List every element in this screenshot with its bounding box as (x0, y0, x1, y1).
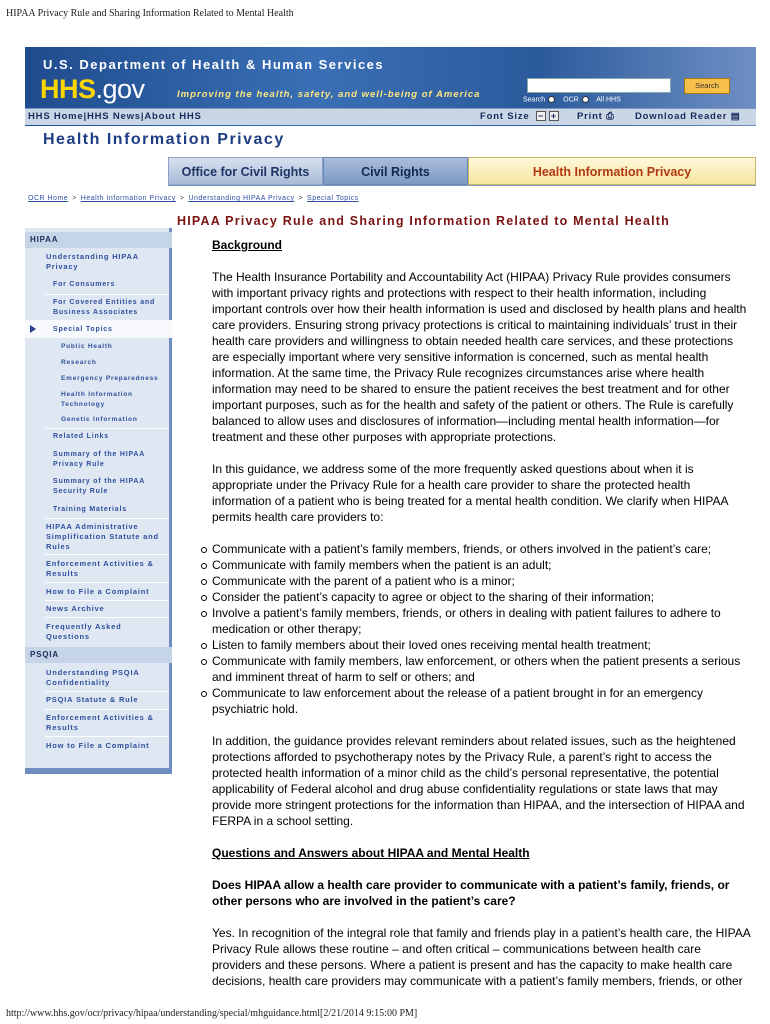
sidebar-divider (45, 582, 169, 583)
font-decrease-button[interactable]: − (537, 111, 544, 122)
print-header: HIPAA Privacy Rule and Sharing Information Related to Mental Health (6, 8, 294, 19)
hhs-logo[interactable] (40, 74, 145, 105)
logo-main: HHS (40, 74, 96, 104)
sidebar-item-admin-simplification[interactable]: HIPAA Administrative Simplification Statute and Rules (46, 522, 159, 551)
print-button[interactable] (577, 111, 615, 122)
section-tabs (168, 157, 756, 186)
breadcrumb-separator: > (179, 195, 185, 202)
sidebar-item-faq[interactable]: Frequently Asked Questions (46, 622, 122, 641)
sidebar-item-psqia-understanding[interactable]: Understanding PSQIA Confidentiality (46, 668, 140, 687)
search-input[interactable] (527, 78, 671, 93)
sidebar-item-summary-privacy-rule[interactable]: Summary of the HIPAA Privacy Rule (53, 451, 145, 468)
reminders-paragraph: In addition, the guidance provides relevant reminders about related issues, such as the heightened protections afforded to psychotherapy notes by the Privacy Rule, a parent’s right to access the protected health information of a minor child as the child’s personal representative, the potential applicability of Federal alcohol and drug abuse confidentiality regulations or state laws that may provide more stringent protections for the information than HIPAA, and the intersection of HIPAA and FERPA in a school setting. (212, 734, 745, 828)
sidebar-divider (45, 617, 169, 618)
tagline: Improving the health, safety, and well-being of America (177, 89, 481, 100)
guidance-paragraph: In this guidance, we address some of the more frequently asked questions about when it is appropriate under the Privacy Rule for a health care provider to share the protected health information of a patient who is being treated for a mental health condition. We clarify when HIPAA permits health care providers to: (212, 462, 728, 524)
sidebar-divider (45, 736, 169, 737)
sidebar-item-training-materials[interactable]: Training Materials (53, 506, 127, 513)
font-size-control (480, 111, 559, 122)
utility-navbar: HHS Home|HHS News|About HHS Font Size − + Print ⎙ Download Reader ▤ (25, 108, 756, 125)
all-hhs-scope-label: All HHS (596, 96, 621, 104)
sidebar-item-genetic-information[interactable]: Genetic Information (61, 416, 138, 423)
page-title: Health Information Privacy (43, 131, 285, 148)
department-name: U.S. Department of Health & Human Services (43, 57, 385, 72)
list-item: Involve a patient’s family members, friends, or others in dealing with patient failures to adhere to medication or other therapy; (212, 605, 752, 637)
sidebar-item-for-consumers[interactable]: For Consumers (53, 281, 116, 288)
font-increase-button[interactable]: + (550, 111, 557, 122)
sidebar-divider (45, 294, 169, 295)
permissions-list (212, 541, 752, 717)
sidebar-divider (45, 428, 169, 429)
list-item: Communicate with family members, law enforcement, or others when the patient presents a serious and imminent threat of harm to self or others; and (212, 653, 752, 685)
sidebar-nav (25, 228, 172, 768)
question-1: Does HIPAA allow a health care provider to communicate with a patient’s family, friends, or other persons who are involved in the patient’s care? (212, 878, 730, 908)
list-item: Communicate with the parent of a patient who is a minor; (212, 573, 752, 589)
sidebar-item-file-complaint[interactable]: How to File a Complaint (46, 587, 150, 596)
sidebar-item-special-topics[interactable]: Special Topics (53, 326, 113, 333)
font-size-label: Font Size (480, 111, 530, 122)
pdf-icon: ▤ (730, 111, 741, 122)
list-item: Consider the patient’s capacity to agree or object to the sharing of their information; (212, 589, 752, 605)
sidebar-item-news-archive[interactable]: News Archive (46, 604, 105, 613)
search-scope-options (523, 96, 621, 103)
printer-icon: ⎙ (606, 111, 615, 122)
sidebar-item-psqia-statute[interactable]: PSQIA Statute & Rule (46, 695, 139, 704)
logo-suffix: .gov (95, 74, 145, 104)
hhs-banner (25, 47, 756, 126)
intro-paragraph: The Health Insurance Portability and Accountability Act (HIPAA) Privacy Rule provides consumers with important privacy rights and protections with respect to their health information, including important controls over how their health information is used and disclosed by health plans and health care providers. Ensuring strong privacy protections is critical to maintaining individuals’ trust in their health care providers and willingness to obtain needed health care services, and these protections are especially important where very sensitive information is concerned, such as mental health information. At the same time, the Privacy Rule recognizes circumstances arise where health information may need to be shared to ensure the patient receives the best treatment and for other important purposes, such as for the health and safety of the patient or others. The Rule is carefully balanced to allow uses and disclosures of information—including mental health information—for treatment and these other purposes with appropriate protections. (212, 270, 747, 444)
search-radio-ocr[interactable] (582, 96, 589, 103)
sidebar-bottom-bar (25, 768, 172, 774)
search-button[interactable]: Search (684, 78, 730, 94)
sidebar-item-enforcement[interactable]: Enforcement Activities & Results (46, 559, 154, 578)
sidebar-divider (45, 518, 169, 519)
download-reader-button[interactable] (635, 111, 740, 122)
sidebar-item-covered-entities[interactable]: For Covered Entities and Business Associates (53, 299, 156, 316)
nav-about-hhs[interactable]: About HHS (144, 111, 202, 122)
sidebar-item-public-health[interactable]: Public Health (61, 343, 113, 350)
current-page-arrow-icon (30, 325, 36, 333)
sidebar-divider (45, 709, 169, 710)
list-item: Communicate with family members when the patient is an adult; (212, 557, 752, 573)
breadcrumb-understanding-hipaa[interactable]: Understanding HIPAA Privacy (188, 195, 295, 202)
tab-civil-rights[interactable]: Civil Rights (323, 157, 468, 185)
nav-hhs-news[interactable]: HHS News (86, 111, 141, 122)
sidebar-item-understanding-hipaa[interactable]: Understanding HIPAA Privacy (46, 252, 139, 271)
sidebar-section-hipaa: HIPAA (25, 232, 172, 248)
sidebar-item-psqia-enforcement[interactable]: Enforcement Activities & Results (46, 713, 154, 732)
list-item: Communicate with a patient’s family members, friends, or others involved in the patient’s care; (212, 541, 752, 557)
article-body (212, 237, 752, 989)
sidebar-divider (45, 600, 169, 601)
breadcrumb-ocr-home[interactable]: OCR Home (28, 195, 69, 202)
background-heading: Background (212, 238, 283, 252)
sidebar-section-psqia: PSQIA (25, 647, 172, 663)
list-item: Listen to family members about their loved ones receiving mental health treatment; (212, 637, 752, 653)
ocr-scope-label: OCR (563, 96, 579, 104)
sidebar-item-summary-security-rule[interactable]: Summary of the HIPAA Security Rule (53, 478, 145, 495)
sidebar-divider (45, 691, 169, 692)
breadcrumb-separator: > (72, 195, 77, 202)
breadcrumb-separator: > (298, 195, 304, 202)
sidebar-divider (45, 554, 169, 555)
sidebar-item-related-links[interactable]: Related Links (53, 433, 109, 440)
sidebar-item-research[interactable]: Research (61, 359, 97, 366)
print-label: Print (577, 111, 603, 122)
print-footer-url: http://www.hhs.gov/ocr/privacy/hipaa/understanding/special/mhguidance.html[2/21/2014 9:15:00 PM] (6, 1008, 418, 1019)
sidebar-item-psqia-file-complaint[interactable]: How to File a Complaint (46, 741, 150, 750)
qa-heading: Questions and Answers about HIPAA and Mental Health (212, 846, 530, 860)
list-item: Communicate to law enforcement about the release of a patient brought in for an emergency psychiatric hold. (212, 685, 752, 717)
breadcrumb-health-information-privacy[interactable]: Health Information Privacy (80, 195, 176, 202)
sidebar-item-emergency-preparedness[interactable]: Emergency Preparedness (61, 375, 159, 382)
download-reader-label: Download Reader (635, 111, 728, 122)
search-radio-search[interactable] (548, 96, 555, 103)
tab-office-for-civil-rights[interactable]: Office for Civil Rights (168, 157, 323, 185)
article-title: HIPAA Privacy Rule and Sharing Information Related to Mental Health (177, 214, 670, 228)
answer-1: Yes. In recognition of the integral role that family and friends play in a patient’s health care, the HIPAA Privacy Rule allows these routine – and often critical – communications between health care providers and these persons. Where a patient is present and has the capacity to make health care decisions, health care providers may communicate with a patient’s family members, friends, or other (212, 926, 751, 988)
nav-hhs-home[interactable]: HHS Home (28, 111, 84, 122)
tab-health-information-privacy[interactable]: Health Information Privacy (468, 157, 756, 185)
breadcrumb-special-topics[interactable]: Special Topics (307, 195, 359, 202)
sidebar-item-health-information-technology[interactable]: Health Information Technology (61, 391, 133, 408)
search-scope-label: Search (523, 96, 546, 104)
breadcrumb (28, 195, 359, 202)
